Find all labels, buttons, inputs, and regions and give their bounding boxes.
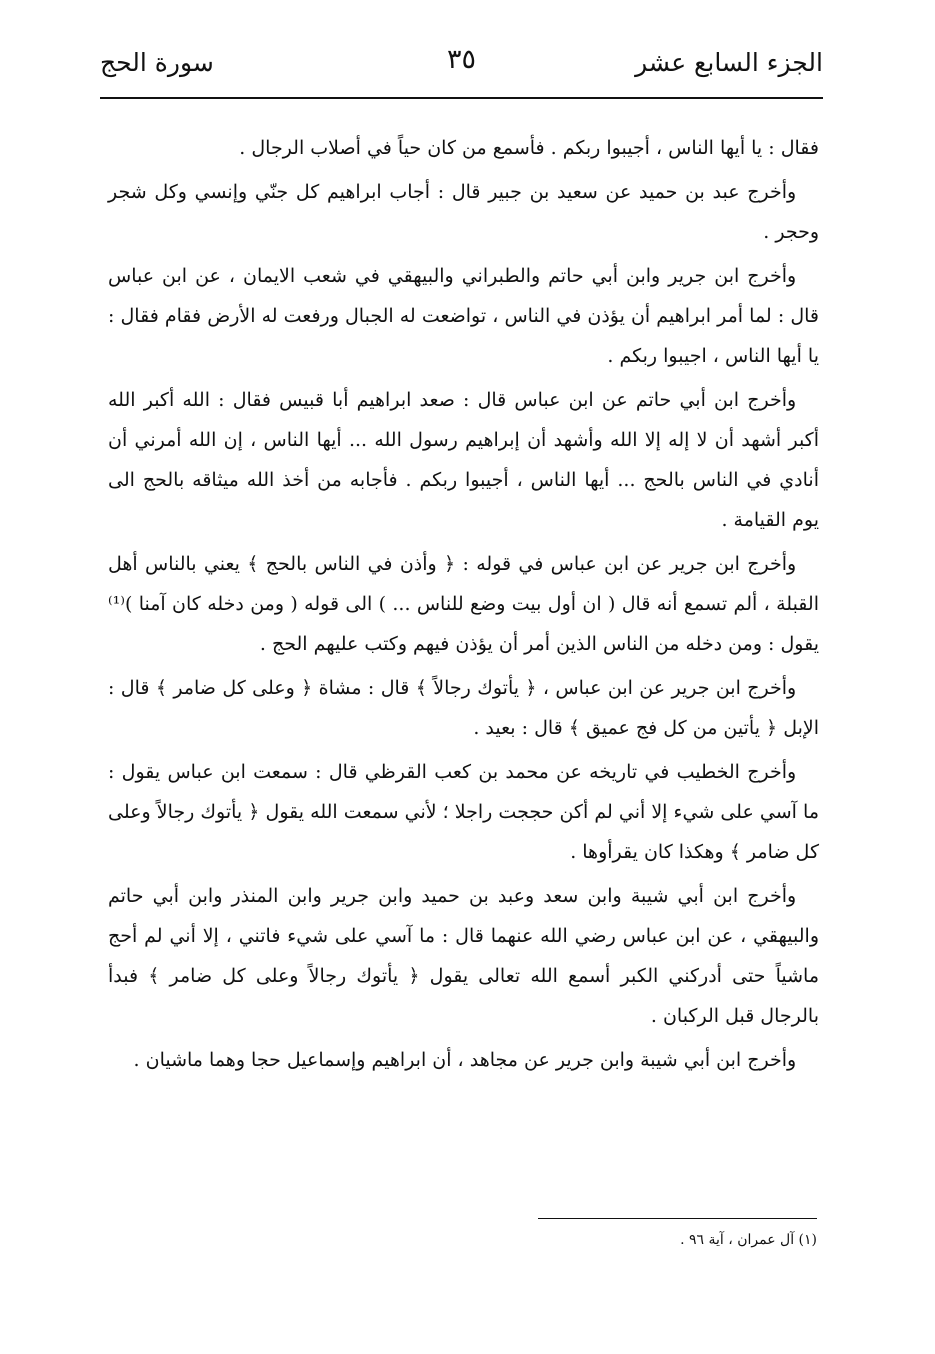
page-number: ٣٥	[446, 44, 477, 75]
juz-title: الجزء السابع عشر	[635, 48, 823, 77]
surah-title: سورة الحج	[100, 48, 214, 77]
paragraph: وأخرج ابن جرير عن ابن عباس في قوله : ﴿ وأذن في الناس بالحج ﴾ يعني بالناس أهل القبلة ، ألم تسمع أنه قال ( ان أول بيت وضع للناس ... ) الى قوله ( ومن دخله كان آمنا )⁽¹⁾ يقول : ومن دخله من الناس الذين أمر أن يؤذن فيهم وكتب عليهم الحج .	[108, 553, 819, 655]
paragraph: وأخرج ابن أبي شيبة وابن جرير عن مجاهد ، أن ابراهيم وإسماعيل حجا وهما ماشيان .	[133, 1049, 797, 1071]
paragraph: وأخرج عبد بن حميد عن سعيد بن جبير قال : أجاب ابراهيم كل جنّي وإنسي وكل شجر وحجر .	[108, 181, 819, 243]
paragraph: وأخرج ابن أبي حاتم عن ابن عباس قال : صعد ابراهيم أبا قبيس فقال : الله أكبر الله أكبر أشهد أن لا إله إلا الله وأشهد أن إبراهيم رسول الله ... أيها الناس ، إن الله أمرني أن أنادي في الناس بالحج ... أيها الناس ، أجيبوا ربكم . فأجابه من أخذ الله ميثاقه بالحج الى يوم القيامة .	[108, 389, 819, 531]
main-text	[108, 128, 819, 1084]
paragraph: وأخرج ابن جرير وابن أبي حاتم والطبراني والبيهقي في شعب الايمان ، عن ابن عباس قال : لما أمر ابراهيم أن يؤذن في الناس ، تواضعت له الجبال ورفعت له الأرض فقام فقال : يا أيها الناس ، اجيبوا ربكم .	[108, 265, 819, 367]
footnote-rule	[538, 1218, 817, 1219]
paragraph: وأخرج الخطيب في تاريخه عن محمد بن كعب القرظي قال : سمعت ابن عباس يقول : ما آسي على شيء إلا أني لم أكن حججت راجلا ؛ لأني سمعت الله يقول ﴿ يأتوك رجالاً وعلى كل ضامر ﴾ وهكذا كان يقرأوها .	[108, 761, 819, 863]
footnote: (١) آل عمران ، آية ٩٦ .	[680, 1232, 817, 1248]
page-header	[100, 44, 823, 90]
paragraph: وأخرج ابن أبي شيبة وابن سعد وعبد بن حميد وابن جرير وابن المنذر وابن أبي حاتم والبيهقي ، عن ابن عباس رضي الله عنهما قال : ما آسي على شيء فاتني ، إلا أني لم أحج ماشياً حتى أدركني الكبر أسمع الله تعالى يقول ﴿ يأتوك رجالاً وعلى كل ضامر ﴾ فبدأ بالرجال قبل الركبان .	[108, 885, 819, 1027]
header-rule	[100, 97, 823, 99]
paragraph: فقال : يا أيها الناس ، أجيبوا ربكم . فأسمع من كان حياً في أصلاب الرجال .	[239, 137, 819, 159]
paragraph: وأخرج ابن جرير عن ابن عباس ، ﴿ يأتوك رجالاً ﴾ قال : مشاة ﴿ وعلى كل ضامر ﴾ قال : الإبل ﴿ يأتين من كل فج عميق ﴾ قال : بعيد .	[108, 677, 819, 739]
